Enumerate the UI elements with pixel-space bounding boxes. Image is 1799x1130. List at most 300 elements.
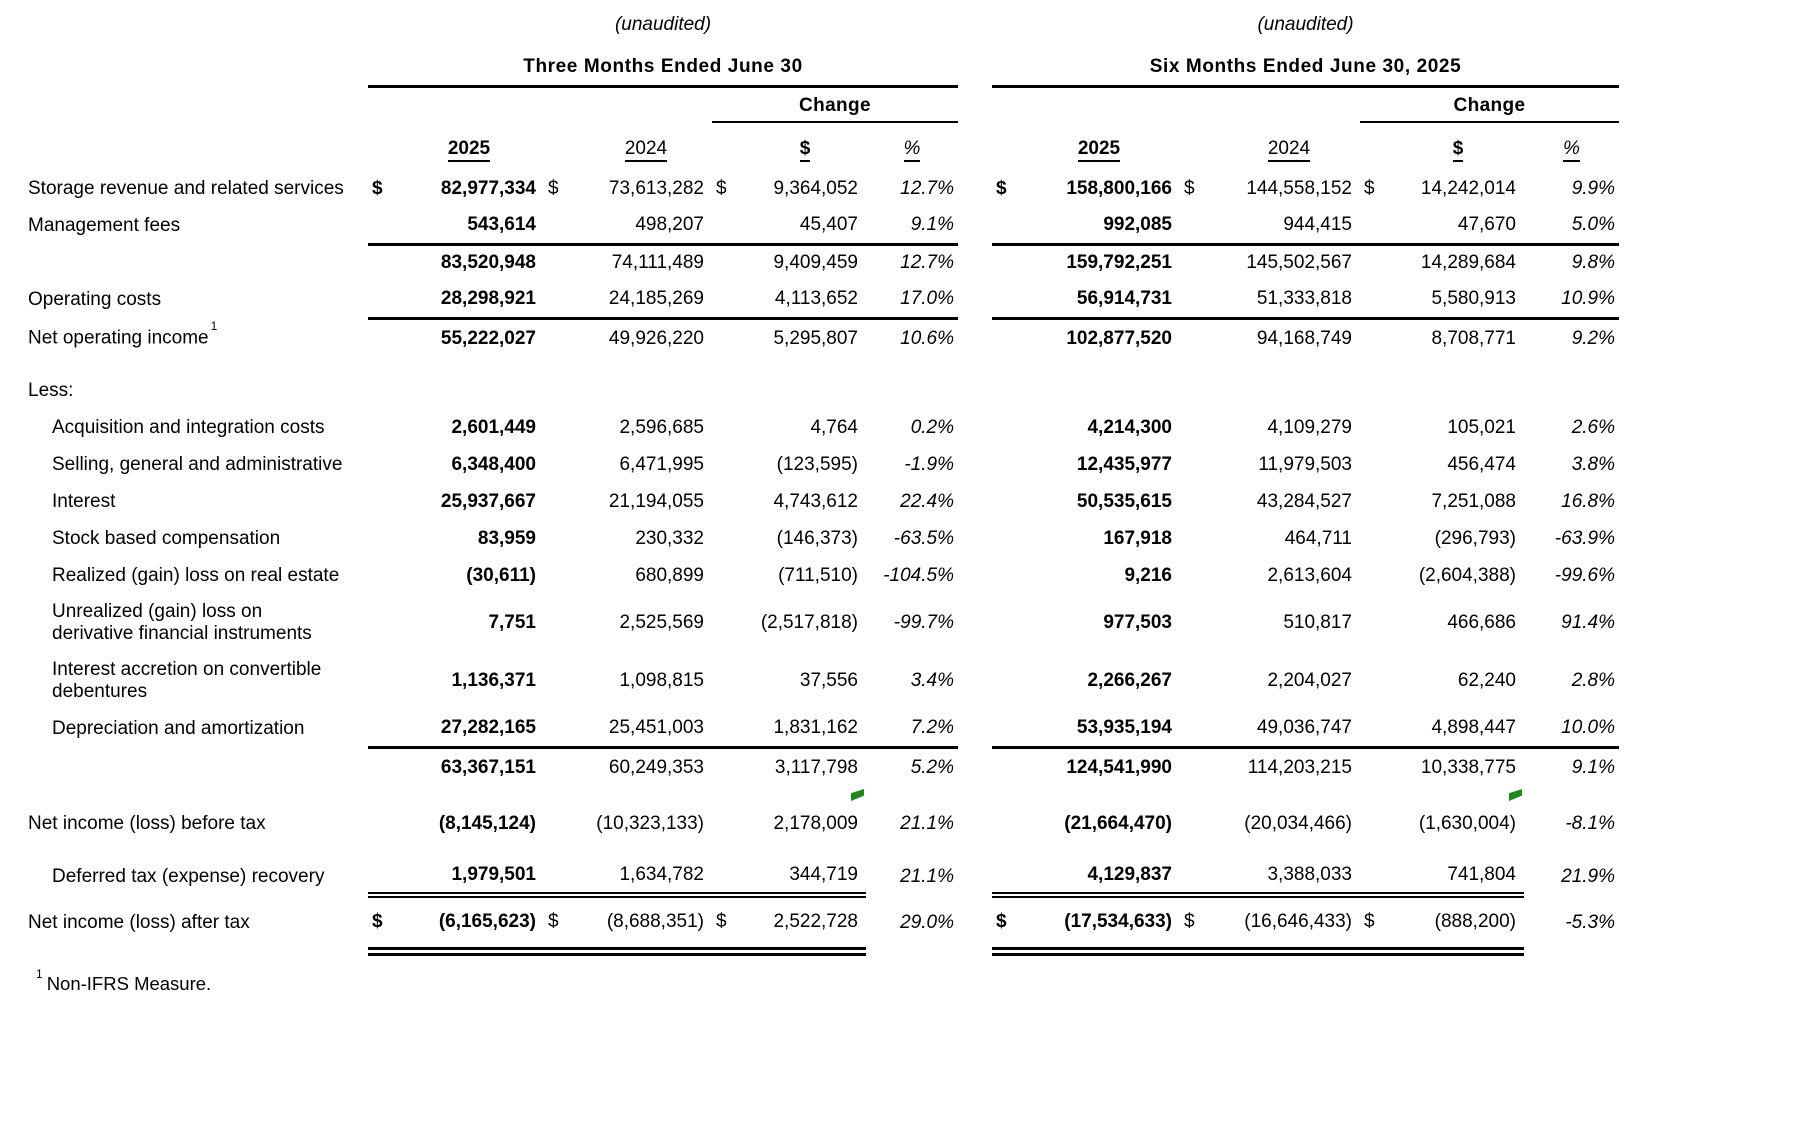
value-change-percent-6m: 10.0% [1561, 716, 1615, 738]
table-row [28, 594, 1619, 652]
value-2025-3m: 28,298,921 [440, 287, 536, 309]
value-change-percent-6m: 3.8% [1571, 453, 1615, 475]
section-gap [958, 895, 992, 951]
currency-2024-6m [1180, 281, 1218, 318]
value-change-dollar-6m: 105,021 [1447, 416, 1516, 438]
value-change-dollar-6m: 47,670 [1457, 213, 1516, 235]
value-change-dollar-3m: 45,407 [799, 213, 858, 235]
currency-2024-3m [544, 805, 580, 842]
value-change-dollar-6m: 8,708,771 [1392, 318, 1524, 358]
table-row [28, 207, 1619, 244]
value-change-dollar-6m: 10,338,775 [1392, 747, 1524, 787]
currency-2025-6m [992, 594, 1018, 652]
currency-2024-3m [544, 207, 580, 244]
currency-2024-6m [1180, 557, 1218, 594]
value-2024-6m: 510,817 [1283, 612, 1352, 634]
col-header-2024-3m: 2024 [580, 122, 712, 170]
section-gap [958, 318, 992, 358]
table-row [28, 557, 1619, 594]
section-gap [958, 557, 992, 594]
row-label: Selling, general and administrative [52, 453, 343, 475]
currency-change-6m: $ [1360, 895, 1392, 951]
currency-2025-3m [368, 318, 394, 358]
value-2024-3m: (8,688,351) [580, 895, 712, 951]
currency-2024-6m: $ [1180, 895, 1218, 951]
table-row [28, 858, 1619, 895]
value-2025-6m: 158,800,166 [1066, 177, 1172, 199]
value-change-percent-6m: 2.8% [1571, 670, 1615, 692]
value-change-dollar-3m: (123,595) [776, 453, 858, 475]
currency-2025-6m [992, 244, 1018, 281]
unaudited-label-six-months: (unaudited) [1257, 14, 1354, 36]
value-change-percent-6m: 9.2% [1524, 318, 1619, 358]
value-change-dollar-3m: 3,117,798 [744, 747, 866, 787]
value-2025-3m: 2,601,449 [451, 416, 536, 438]
value-change-dollar-6m: 741,804 [1447, 864, 1516, 886]
value-2025-6m: 4,214,300 [1087, 416, 1172, 438]
value-2025-6m: 159,792,251 [1018, 244, 1180, 281]
currency-2024-6m: $ [1184, 177, 1195, 199]
value-change-percent-6m: 9.8% [1524, 244, 1619, 281]
currency-2024-6m [1180, 805, 1218, 842]
value-2025-3m: 82,977,334 [440, 177, 536, 199]
currency-2025-6m [992, 207, 1018, 244]
value-2025-3m: 6,348,400 [451, 453, 536, 475]
row-label: Acquisition and integration costs [52, 416, 325, 438]
currency-change-6m [1360, 520, 1392, 557]
value-2024-3m: 73,613,282 [608, 177, 704, 199]
value-2024-3m [580, 372, 712, 409]
row-label-line2: debentures [52, 681, 148, 702]
value-2025-3m: 83,520,948 [394, 244, 544, 281]
currency-2024-3m [544, 244, 580, 281]
currency-change-6m [1360, 805, 1392, 842]
currency-2024-6m [1180, 207, 1218, 244]
value-2025-6m [1018, 372, 1180, 409]
row-label: Depreciation and amortization [52, 717, 305, 739]
financial-results-table [28, 10, 1619, 956]
value-2024-6m: 3,388,033 [1267, 864, 1352, 886]
section-gap [958, 409, 992, 446]
row-label: Net income (loss) after tax [28, 911, 250, 933]
currency-2025-6m [992, 281, 1018, 318]
value-2025-6m: 56,914,731 [1076, 287, 1172, 309]
table-row [28, 409, 1619, 446]
spacer-row [28, 358, 1619, 372]
change-header-row [28, 86, 1619, 122]
currency-2024-6m [1180, 409, 1218, 446]
value-2024-6m: 114,203,215 [1218, 747, 1360, 787]
currency-2024-3m: $ [548, 177, 559, 199]
value-2024-6m: 2,613,604 [1267, 564, 1352, 586]
currency-change-3m [712, 281, 744, 318]
currency-2025-6m [992, 747, 1018, 787]
unaudited-row [28, 10, 1619, 44]
value-change-percent-6m: 10.9% [1561, 287, 1615, 309]
currency-2025-3m [368, 446, 394, 483]
value-2024-3m: 1,634,782 [619, 864, 704, 886]
currency-2025-6m: $ [996, 177, 1007, 199]
col-header-2025-3m: 2025 [394, 122, 544, 170]
currency-change-3m [712, 805, 744, 842]
value-2025-6m: (17,534,633) [1018, 895, 1180, 951]
row-label-line2: derivative financial instruments [52, 623, 312, 644]
currency-change-6m [1360, 318, 1392, 358]
section-gap [958, 446, 992, 483]
currency-2025-3m [368, 710, 394, 747]
currency-2025-6m [992, 520, 1018, 557]
row-label: Management fees [28, 214, 181, 236]
value-change-dollar-3m: 1,831,162 [773, 716, 858, 738]
value-2024-3m: 230,332 [635, 527, 704, 549]
value-change-dollar-6m: (888,200) [1392, 895, 1524, 951]
currency-2025-3m [368, 594, 394, 652]
currency-change-3m [712, 652, 744, 710]
value-2025-3m: 83,959 [477, 527, 536, 549]
value-2024-3m: 60,249,353 [580, 747, 712, 787]
section-gap [958, 281, 992, 318]
value-2024-3m: 74,111,489 [580, 244, 712, 281]
spacer-row [28, 842, 1619, 858]
table-row [28, 446, 1619, 483]
currency-change-3m [712, 244, 744, 281]
currency-2024-3m [544, 372, 580, 409]
currency-2025-3m [368, 652, 394, 710]
currency-2024-6m [1180, 483, 1218, 520]
row-label: Interest [52, 490, 116, 512]
spacer-cell [28, 358, 1619, 372]
currency-2025-3m [368, 281, 394, 318]
currency-2024-6m [1180, 858, 1218, 895]
currency-change-3m: $ [716, 177, 727, 199]
col-header-dollar-6m: $ [1392, 122, 1524, 170]
currency-change-3m [712, 594, 744, 652]
table-row [28, 170, 1619, 207]
value-change-dollar-6m: 466,686 [1447, 612, 1516, 634]
value-2025-6m: 9,216 [1124, 564, 1172, 586]
section-gap [958, 710, 992, 747]
value-change-percent-3m: 9.1% [910, 213, 954, 235]
row-label: Stock based compensation [52, 527, 281, 549]
value-change-dollar-3m: 37,556 [799, 670, 858, 692]
value-2024-3m: 2,525,569 [619, 612, 704, 634]
row-label: Net income (loss) before tax [28, 812, 266, 834]
spacer-cell [28, 787, 1619, 805]
value-change-percent-3m: 29.0% [900, 911, 954, 933]
row-label: Storage revenue and related services [28, 177, 344, 199]
value-change-percent-6m: 5.0% [1571, 213, 1615, 235]
currency-change-3m: $ [712, 895, 744, 951]
section-title-row [28, 44, 1619, 86]
value-2025-6m: 992,085 [1103, 213, 1172, 235]
value-change-dollar-6m: 4,898,447 [1431, 716, 1516, 738]
value-2025-3m: (8,145,124) [438, 812, 536, 834]
table-row [28, 483, 1619, 520]
table-row [28, 805, 1619, 842]
value-change-percent-6m: 21.9% [1561, 865, 1615, 887]
section-gap [958, 170, 992, 207]
currency-change-3m [712, 207, 744, 244]
section-gap [958, 483, 992, 520]
value-change-dollar-3m: 2,522,728 [744, 895, 866, 951]
value-2024-6m: (20,034,466) [1244, 812, 1352, 834]
table-row [28, 281, 1619, 318]
value-change-dollar-3m: 4,764 [810, 416, 858, 438]
currency-2024-6m [1180, 318, 1218, 358]
currency-2025-6m [992, 409, 1018, 446]
value-2024-3m: 21,194,055 [608, 490, 704, 512]
value-change-percent-6m [1524, 372, 1619, 409]
currency-change-6m [1360, 244, 1392, 281]
currency-2024-3m [544, 858, 580, 895]
value-change-dollar-3m: 4,113,652 [774, 287, 858, 309]
currency-2025-6m [992, 858, 1018, 895]
currency-2024-3m [544, 747, 580, 787]
currency-change-6m [1360, 710, 1392, 747]
value-2024-3m: 680,899 [635, 564, 704, 586]
footnote-superscript: 1 [36, 966, 43, 981]
three-months-title: Three Months Ended June 30 [368, 44, 958, 86]
value-2025-3m: 27,282,165 [440, 716, 536, 738]
value-2025-6m: 167,918 [1103, 527, 1172, 549]
table-row [28, 747, 1619, 787]
currency-2024-6m [1180, 710, 1218, 747]
currency-change-6m [1360, 747, 1392, 787]
currency-2025-3m [368, 858, 394, 895]
currency-2024-3m [544, 318, 580, 358]
value-2025-3m [394, 372, 544, 409]
value-change-percent-6m: -63.9% [1554, 527, 1615, 549]
currency-change-3m [712, 858, 744, 895]
currency-change-3m [712, 483, 744, 520]
currency-2025-3m [368, 409, 394, 446]
currency-2024-6m [1180, 446, 1218, 483]
section-gap [958, 805, 992, 842]
value-change-dollar-6m: 14,289,684 [1392, 244, 1524, 281]
row-label [28, 244, 368, 281]
value-2025-6m: 4,129,837 [1087, 864, 1172, 886]
value-2024-6m: 94,168,749 [1218, 318, 1360, 358]
value-2025-3m: 25,937,667 [440, 490, 536, 512]
currency-change-6m [1360, 594, 1392, 652]
value-change-dollar-3m: 5,295,807 [744, 318, 866, 358]
value-change-percent-3m: 22.4% [900, 490, 954, 512]
col-header-percent-3m: % [866, 122, 958, 170]
currency-change-6m [1360, 557, 1392, 594]
currency-change-3m [712, 557, 744, 594]
currency-change-3m [712, 747, 744, 787]
section-gap [958, 520, 992, 557]
value-2024-6m: 944,415 [1283, 213, 1352, 235]
value-change-percent-3m: 17.0% [900, 287, 954, 309]
currency-change-6m [1360, 372, 1392, 409]
value-change-percent-3m: 0.2% [910, 416, 954, 438]
row-label: Deferred tax (expense) recovery [52, 865, 325, 887]
value-change-dollar-3m: 9,364,052 [773, 177, 858, 199]
value-2025-3m: 543,614 [467, 213, 536, 235]
footnote-text: Non-IFRS Measure. [46, 972, 212, 994]
section-gap [958, 747, 992, 787]
section-gap [958, 652, 992, 710]
value-change-percent-6m: 9.1% [1524, 747, 1619, 787]
value-change-dollar-3m: 4,743,612 [773, 490, 858, 512]
currency-change-6m [1360, 409, 1392, 446]
value-change-dollar-3m [744, 372, 866, 409]
col-header-percent-6m: % [1524, 122, 1619, 170]
currency-2024-3m [544, 483, 580, 520]
col-header-2024-6m: 2024 [1218, 122, 1360, 170]
spacer-cell [28, 842, 1619, 858]
currency-change-6m [1360, 652, 1392, 710]
currency-2024-6m [1180, 747, 1218, 787]
value-change-dollar-6m: (1,630,004) [1392, 805, 1524, 842]
value-2024-6m [1218, 372, 1360, 409]
currency-2025-6m [992, 372, 1018, 409]
value-change-percent-6m: 16.8% [1561, 490, 1615, 512]
value-2024-3m: (10,323,133) [596, 812, 704, 834]
value-change-percent-3m: 12.7% [900, 177, 954, 199]
row-label: Unrealized (gain) loss on derivative financial instruments [28, 594, 368, 652]
currency-2024-6m [1180, 372, 1218, 409]
value-2024-3m: 25,451,003 [608, 716, 704, 738]
currency-2025-6m [992, 318, 1018, 358]
currency-2025-3m [368, 805, 394, 842]
section-gap [958, 858, 992, 895]
section-gap [958, 207, 992, 244]
currency-2025-3m [368, 372, 394, 409]
row-label: Interest accretion on convertible debentures [28, 652, 368, 710]
currency-change-3m [712, 710, 744, 747]
value-change-dollar-6m [1392, 372, 1524, 409]
superscript-marker: 1 [210, 319, 218, 334]
footnote [36, 966, 1799, 995]
value-2025-3m: (30,611) [466, 564, 536, 586]
change-label-six-months: Change [1360, 86, 1619, 122]
value-change-percent-3m: -63.5% [893, 527, 954, 549]
currency-change-6m [1360, 446, 1392, 483]
value-change-percent-6m: 91.4% [1561, 612, 1615, 634]
value-2025-6m: 12,435,977 [1076, 453, 1172, 475]
currency-2024-3m [544, 446, 580, 483]
row-label [28, 747, 368, 787]
value-change-percent-3m: 7.2% [910, 716, 954, 738]
currency-2024-6m [1180, 652, 1218, 710]
currency-2025-3m [368, 207, 394, 244]
value-change-dollar-6m: (296,793) [1434, 527, 1516, 549]
value-2024-6m: 51,333,818 [1256, 287, 1352, 309]
currency-change-3m [712, 409, 744, 446]
currency-change-6m [1360, 858, 1392, 895]
spacer-row [28, 787, 1619, 805]
currency-2024-3m: $ [544, 895, 580, 951]
value-change-percent-3m: 21.1% [900, 812, 954, 834]
currency-change-3m [712, 372, 744, 409]
value-2025-6m: 124,541,990 [1018, 747, 1180, 787]
value-change-dollar-6m: 5,580,913 [1431, 287, 1516, 309]
table-row [28, 318, 1619, 358]
currency-2025-6m [992, 483, 1018, 520]
currency-2024-6m [1180, 520, 1218, 557]
value-2024-3m: 49,926,220 [580, 318, 712, 358]
row-label: Operating costs [28, 288, 162, 310]
currency-2025-6m [992, 710, 1018, 747]
row-label: Less: [28, 379, 74, 401]
currency-change-6m: $ [1364, 177, 1375, 199]
value-2024-3m: 2,596,685 [619, 416, 704, 438]
currency-2024-3m [544, 520, 580, 557]
value-change-percent-3m: -99.7% [893, 612, 954, 634]
table-row [28, 244, 1619, 281]
value-2025-6m: (21,664,470) [1064, 812, 1172, 834]
value-2024-6m: 464,711 [1284, 527, 1352, 549]
currency-2024-3m [544, 594, 580, 652]
currency-2025-6m [992, 805, 1018, 842]
section-gap [958, 244, 992, 281]
table-row [28, 710, 1619, 747]
currency-2025-6m: $ [992, 895, 1018, 951]
value-2024-6m: 43,284,527 [1256, 490, 1352, 512]
currency-change-3m [712, 520, 744, 557]
col-header-2025-6m: 2025 [1018, 122, 1180, 170]
value-2025-6m: 102,877,520 [1018, 318, 1180, 358]
currency-2025-3m: $ [372, 177, 383, 199]
currency-change-6m [1360, 207, 1392, 244]
value-change-dollar-3m: 344,719 [789, 864, 858, 886]
section-gap [958, 594, 992, 652]
value-change-percent-3m: 10.6% [866, 318, 958, 358]
table-row [28, 652, 1619, 710]
value-2024-6m: 49,036,747 [1256, 716, 1352, 738]
value-2024-3m: 1,098,815 [619, 670, 704, 692]
value-2025-6m: 977,503 [1103, 612, 1172, 634]
value-2025-3m: (6,165,623) [394, 895, 544, 951]
value-2025-3m: 1,136,371 [451, 670, 536, 692]
value-2024-3m: 24,185,269 [608, 287, 704, 309]
value-change-percent-6m: -5.3% [1565, 911, 1615, 933]
column-header-row [28, 122, 1619, 170]
value-2024-6m: 145,502,567 [1218, 244, 1360, 281]
value-2025-3m: 63,367,151 [394, 747, 544, 787]
change-label-three-months: Change [712, 86, 958, 122]
value-change-dollar-6m: 7,251,088 [1431, 490, 1516, 512]
currency-2025-3m [368, 557, 394, 594]
value-2025-6m: 53,935,194 [1076, 716, 1172, 738]
currency-2025-6m [992, 446, 1018, 483]
currency-2024-3m [544, 281, 580, 318]
currency-2024-6m [1180, 594, 1218, 652]
value-2025-6m: 2,266,267 [1087, 670, 1172, 692]
value-2024-6m: 2,204,027 [1267, 670, 1352, 692]
value-2024-3m: 498,207 [635, 213, 704, 235]
value-2024-6m: (16,646,433) [1218, 895, 1360, 951]
currency-change-6m [1360, 483, 1392, 520]
six-months-title: Six Months Ended June 30, 2025 [992, 44, 1619, 86]
value-change-dollar-6m: (2,604,388) [1418, 564, 1516, 586]
currency-2024-3m [544, 710, 580, 747]
currency-change-3m [712, 318, 744, 358]
currency-2025-6m [992, 557, 1018, 594]
table-row [28, 520, 1619, 557]
value-change-percent-6m: -99.6% [1554, 564, 1615, 586]
currency-2025-3m [368, 747, 394, 787]
currency-2025-3m [368, 244, 394, 281]
value-change-percent-3m: -1.9% [904, 453, 954, 475]
currency-2024-3m [544, 557, 580, 594]
currency-2024-3m [544, 409, 580, 446]
section-gap [958, 372, 992, 409]
value-change-dollar-6m: 14,242,014 [1420, 177, 1516, 199]
value-change-dollar-3m: 9,409,459 [744, 244, 866, 281]
